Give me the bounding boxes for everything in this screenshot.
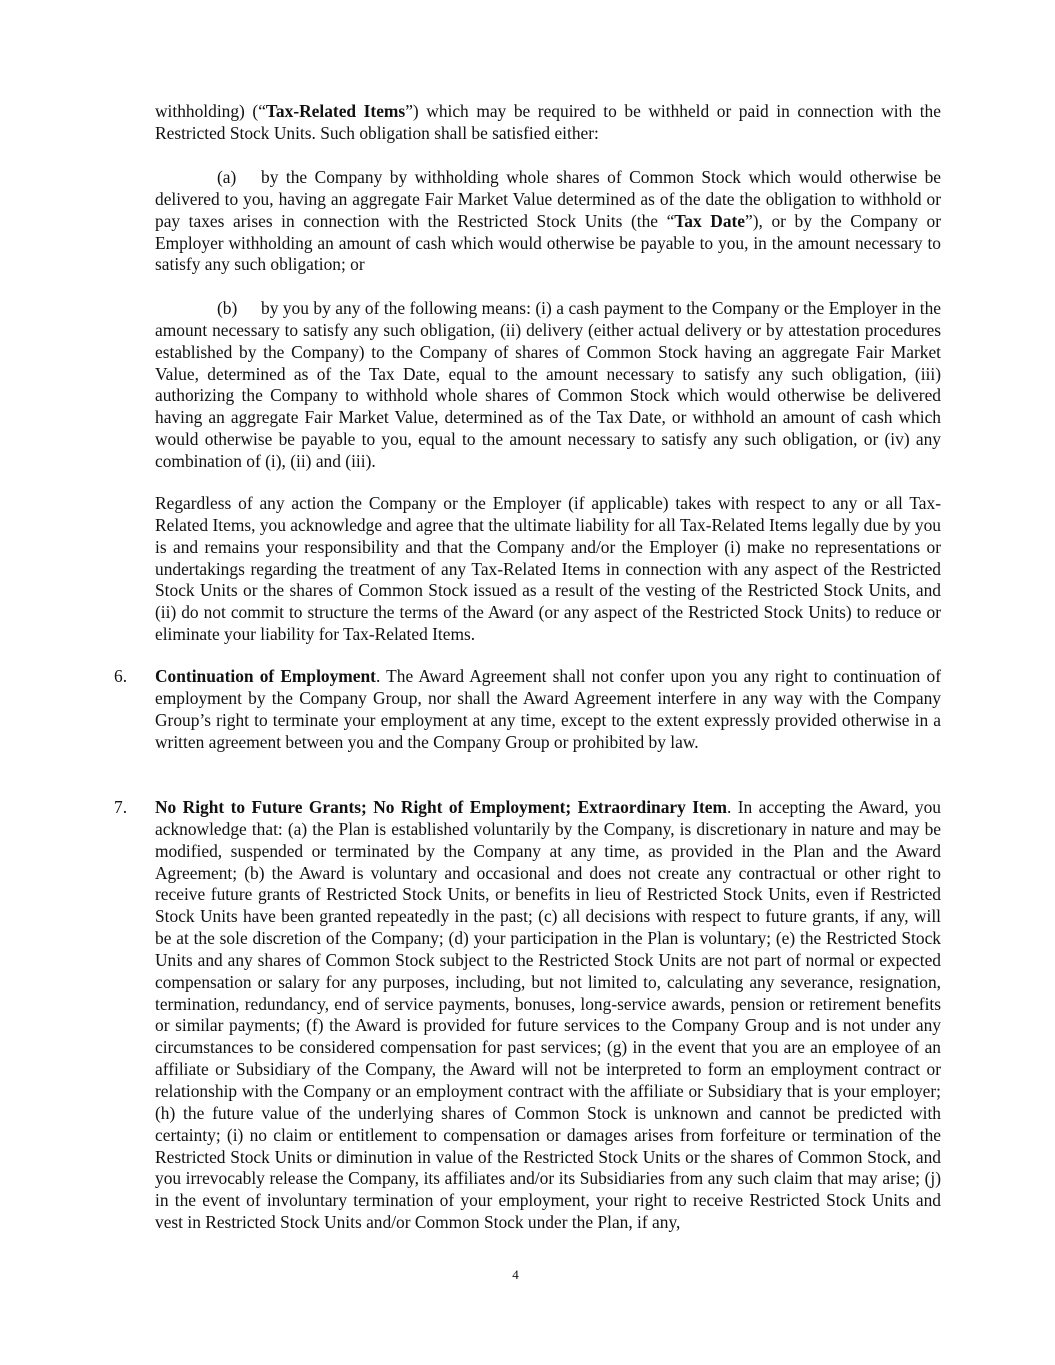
intro-text-post: ”) which may be required to be withheld or paid in connection with the Restricted Stock Units. Such obligation shall be satisfied either: — [155, 101, 941, 143]
section-7-number: 7. — [114, 797, 128, 817]
section-6-heading: Continuation of Employment — [155, 666, 376, 686]
item-a-text-pre: by the Company by withholding whole shares of Common Stock which would otherwise be delivered to you, having an aggregate Fair Market Value determined as of the date the obligation to withhold or pay taxes arises in connection with the Restricted Stock Units (the “ — [155, 167, 941, 231]
item-a-text-post: ”), or by the Company or Employer withholding an amount of cash which would otherwise be payable to you, in the amount necessary to satisfy any such obligation; or — [155, 210, 941, 275]
item-b-text: by you by any of the following means: (i) a cash payment to the Company or the Employer in the amount necessary to satisfy any such obligation, (ii) delivery (either actual delivery or by attestation procedures established by the Company) to the Company of shares of Common Stock having an aggregate Fair Market Value, determined as of the Tax Date, equal to the amount necessary to satisfy any such obligation, (iii) authorizing the Company to withhold whole shares of Common Stock which would otherwise be delivered having an aggregate Fair Market Value, determined as of the Tax Date, or withhold an amount of cash which would otherwise be payable to you, equal to the amount necessary to satisfy any such obligation, or (iv) any combination of (i), (ii) and (iii). — [155, 298, 941, 471]
intro-paragraph — [155, 101, 941, 145]
section-6-text: . The Award Agreement shall not confer upon you any right to continuation of employment by the Company Group, nor shall the Award Agreement interfere in any way with the Company Group’s right to terminate your employment at any time, except to the extent expressly provided otherwise in a written agreement between you and the Company Group or prohibited by law. — [155, 666, 941, 752]
intro-defined-term: Tax-Related Items — [265, 101, 406, 121]
item-a-label: (a) — [217, 167, 237, 187]
item-b-label: (b) — [217, 298, 238, 318]
section-7-paragraph — [155, 797, 941, 1234]
section-7-heading: No Right to Future Grants; No Right of Employment; Extraordinary Item — [155, 797, 727, 817]
item-b-paragraph — [155, 298, 941, 473]
intro-text-pre: withholding) (“ — [155, 101, 266, 121]
section-6-paragraph — [155, 666, 941, 753]
regardless-paragraph — [155, 493, 941, 646]
item-a-defined-term: Tax Date — [674, 210, 746, 231]
regardless-text: Regardless of any action the Company or the Employer (if applicable) takes with respect to any or all Tax-Related Items, you acknowledge and agree that the ultimate liability for all Tax-Related Items legally due by you is and remains your responsibility and that the Company and/or the Employer (i) make no representations or undertakings regarding the treatment of any Tax-Related Items in connection with any aspect of the Restricted Stock Units or the shares of Common Stock issued as a result of the vesting of the Restricted Stock Units, and (ii) do not commit to structure the terms of the Award (or any aspect of the Restricted Stock Units) to reduce or eliminate your liability for Tax-Related Items. — [155, 493, 941, 645]
section-6-number: 6. — [114, 666, 128, 686]
page-number: 4 — [512, 1267, 519, 1282]
section-7-text: . In accepting the Award, you acknowledge that: (a) the Plan is established voluntarily by the Company, is discretionary in nature and may be modified, suspended or terminated by the Company at any time, as provided in the Plan and the Award Agreement; (b) the Award is voluntary and occasional and does not create any contractual or other right to receive future grants of Restricted Stock Units, or benefits in lieu of Restricted Stock Units, even if Restricted Stock Units have been granted repeatedly in the past; (c) all decisions with respect to future grants, if any, will be at the sole discretion of the Company; (d) your participation in the Plan is voluntary; (e) the Restricted Stock Units and any shares of Common Stock subject to the Restricted Stock Units are not part of normal or expected compensation or salary for any purposes, including, but not limited to, calculating any severance, resignation, termination, redundancy, end of service payments, bonuses, long-service awards, pension or retirement benefits or similar payments; (f) the Award is provided for future services to the Company Group and is not under any circumstances to be considered compensation for past services; (g) in the event that you are an employee of an affiliate or Subsidiary of the Company, the Award will not be interpreted to form an employment contract or relationship with the Company or an employment contract with the affiliate or Subsidiary that is your employer; (h) the future value of the underlying shares of Common Stock is unknown and cannot be predicted with certainty; (i) no claim or entitlement to compensation or damages arises from forfeiture or termination of the Restricted Stock Units or diminution in value of the Restricted Stock Units or the shares of Common Stock, and you irrevocably release the Company, its affiliates and/or its Subsidiaries from any such claim that may arise; (j) in the event of involuntary termination of your employment, your right to receive Restricted Stock Units and vest in Restricted Stock Units and/or Common Stock under the Plan, if any, — [155, 797, 941, 1233]
item-a-paragraph — [155, 167, 941, 276]
